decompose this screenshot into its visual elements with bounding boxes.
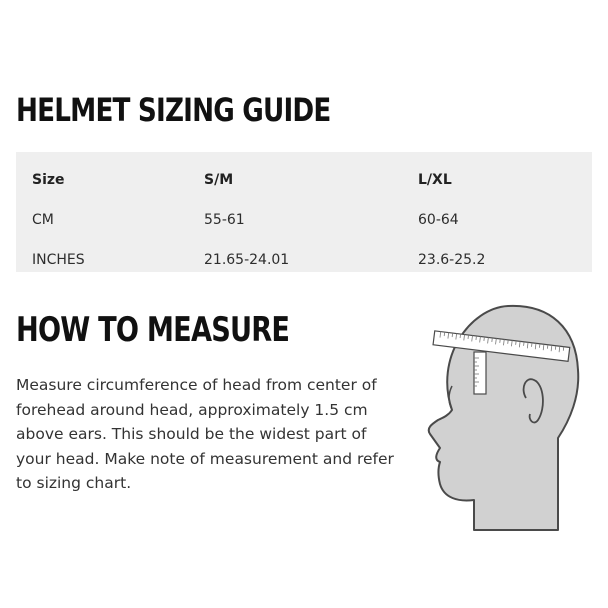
table-row — [16, 240, 592, 280]
table-cell: 55-61 — [204, 212, 245, 228]
header-cell: L/XL — [418, 172, 452, 188]
sizing-guide-title: HELMET SIZING GUIDE — [16, 91, 331, 129]
measure-instructions: Measure circumference of head from center of forehead around head, approximately 1.5 cm above ears. This should be the widest part of your head. Make note of measurement and refer to sizing chart. — [16, 376, 394, 492]
how-to-measure-title: HOW TO MEASURE — [16, 310, 290, 350]
header-cell: S/M — [204, 172, 234, 188]
header-cell: Size — [32, 172, 65, 188]
measuring-tape-vertical — [474, 352, 486, 394]
head-with-measuring-tape-icon — [408, 298, 588, 542]
table-row — [16, 200, 592, 240]
table-cell: 60-64 — [418, 212, 459, 228]
table-cell: 23.6-25.2 — [418, 252, 486, 268]
row-label-inches: INCHES — [32, 252, 85, 268]
table-cell: 21.65-24.01 — [204, 252, 290, 268]
table-header-row — [16, 160, 592, 200]
row-label-cm: CM — [32, 212, 54, 228]
sizing-table — [16, 152, 592, 272]
